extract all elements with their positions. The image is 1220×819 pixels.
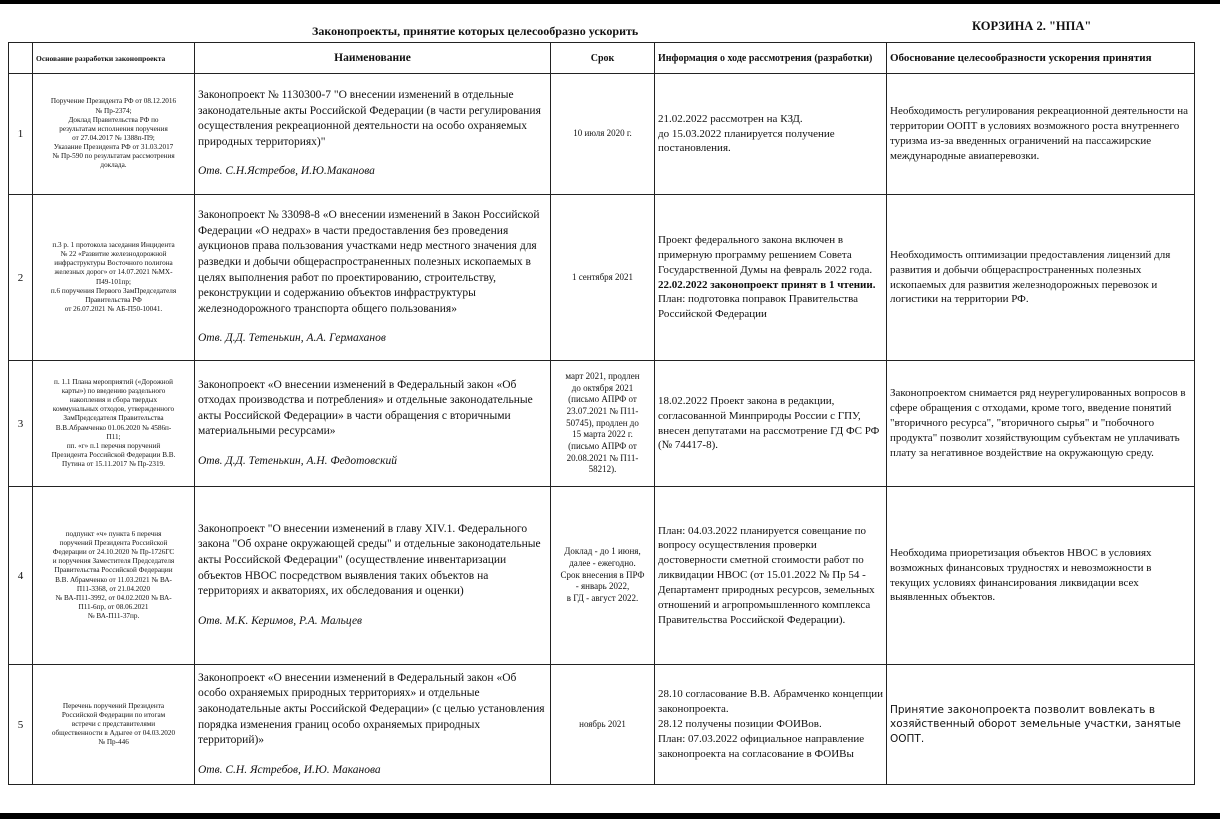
header-justification: Обоснование целесообразности ускорения принятия — [887, 43, 1195, 74]
row-info-cell — [655, 195, 887, 361]
row-name-cell — [195, 361, 551, 487]
responsible-persons: Отв. С.Н.Ястребов, И.Ю.Маканова — [198, 165, 375, 178]
bill-title: Законопроект № 1130300-7 "О внесении изменений в отдельные законодательные акты Российской Федерации (в части регулирования осуществления рекреационной деятельности на особо охраняемых природных территориях)" — [198, 89, 541, 148]
row-basis: п.3 р. 1 протокола заседания Инцидента № 22 «Развитие железнодорожной инфраструктуры Восточного полигона железных дорог» от 14.07.2021 №МХ- П49-101пр; п.6 поручения Первого ЗамПредседателя Правительства РФ от 26.07.2021 № АБ-П50-10041. — [33, 195, 195, 361]
row-info-cell — [655, 665, 887, 785]
row-justification: Необходимость регулирования рекреационной деятельности на территории ООПТ в условиях возможного роста внутреннего туризма из-за введенных ограничений на пассажирские международные авиаперевозки. — [887, 74, 1195, 195]
row-name-cell — [195, 74, 551, 195]
row-info-cell — [655, 74, 887, 195]
row-basis: подпункт «ч» пункта 6 перечня поручений Президента Российской Федерации от 24.10.2020 № Пр-1726ГС и поручения Заместителя Председателя Правительства Российской Федерации В.В. Абрамченко от 11.03.2021 № ВА- П11-3368, от 21.04.2020 № ВА-П11-3992, от 04.02.2020 № ВА- П11-6пр, от 08.06.2021 № ВА-П11-37пр. — [33, 487, 195, 665]
row-name-cell — [195, 487, 551, 665]
row-justification: Необходима приоретизация объектов НВОС в условиях возможных финансовых трудностях и невозможности в текущих условиях финансирования ликвидации всех выявленных объектов. — [887, 487, 1195, 665]
row-basis: Поручение Президента РФ от 08.12.2016 № Пр-2374; Доклад Правительства РФ по результатам исполнения поручения от 27.04.2017 № 1388п-П9; Указание Президента РФ от 31.03.2017 № Пр-590 по результатам рассмотрения доклада. — [33, 74, 195, 195]
table-row — [9, 487, 1195, 665]
responsible-persons: Отв. М.К. Керимов, Р.А. Мальцев — [198, 614, 363, 627]
row-justification: Законопроектом снимается ряд неурегулированных вопросов в сфере обращения с отходами, кроме того, введение понятий "вторичного ресурса", "вторичного сырья" и "побочного продукта" позволит хозяйствующим субъектам не уплачивать плату за негативное воздействие на окружающую среду. — [887, 361, 1195, 487]
header-num — [9, 43, 33, 74]
row-term: Доклад - до 1 июня, далее - ежегодно. Срок внесения в ПРФ - январь 2022, в ГД - август 2022. — [551, 487, 655, 665]
table-row — [9, 361, 1195, 487]
row-term: 1 сентября 2021 — [551, 195, 655, 361]
row-justification: Принятие законопроекта позволит вовлекать в хозяйственный оборот земельные участки, занятые ООПТ. — [887, 665, 1195, 785]
row-term: март 2021, продлен до октября 2021 (письмо АПРФ от 23.07.2021 № П11- 50745), продлен до 15 марта 2022 г. (письмо АПРФ от 20.08.2021 № П11- 58212). — [551, 361, 655, 487]
row-basis: Перечень поручений Президента Российской Федерации по итогам встречи с представителями общественности в Адыгее от 04.03.2020 № Пр-446 — [33, 665, 195, 785]
header-basis: Основание разработки законопроекта — [33, 43, 195, 74]
responsible-persons: Отв. С.Н. Ястребов, И.Ю. Маканова — [198, 763, 381, 776]
row-number: 4 — [9, 487, 33, 665]
responsible-persons: Отв. Д.Д. Тетенькин, А.Н. Федотовский — [198, 454, 397, 467]
row-info-cell — [655, 361, 887, 487]
row-term: ноябрь 2021 — [551, 665, 655, 785]
bill-title: Законопроект "О внесении изменений в главу XIV.1. Федерального закона "Об охране окружающей среды" и отдельные законодательные акты Российской Федерации" (осуществление инвентаризации объектов НВОС посредством выявления таких объектов на территориях и акваториях, их обследования и оценки) — [198, 522, 541, 598]
row-number: 3 — [9, 361, 33, 487]
top-border — [0, 0, 1220, 4]
row-name-cell — [195, 665, 551, 785]
bills-table — [8, 42, 1195, 785]
bottom-border — [0, 813, 1220, 819]
row-number: 5 — [9, 665, 33, 785]
basket-label: КОРЗИНА 2. "НПА" — [972, 19, 1092, 33]
info-text: План: 04.03.2022 планируется совещание по вопросу осуществления проверки достоверности сметной стоимости работ по ликвидации НВОС (от 15.01.2022 № Пр 54 - Департамент природных ресурсов, земельных отношений и агропромышленного комплекса Правительства Российской Федерации). — [658, 524, 875, 626]
row-number: 2 — [9, 195, 33, 361]
table-row — [9, 74, 1195, 195]
row-justification: Необходимость оптимизации предоставления лицензий для развития и добычи общераспространенных полезных ископаемых для развития железнодорожных перевозок и логистики на территории РФ. — [887, 195, 1195, 361]
bill-title: Законопроект «О внесении изменений в Федеральный закон «Об особо охраняемых природных территориях» и отдельные законодательные акты Российской Федерации» (с целью установления порядка изменения границ особо охраняемых природных территорий)» — [198, 671, 545, 747]
bill-title: Законопроект № 33098-8 «О внесении изменений в Закон Российской Федерации «О недрах» в части предоставления без проведения аукционов права пользования участками недр местного значения для разведки и добычи общераспространенных полезных ископаемых в целях выполнения работ по проектированию, строительству, реконструкции и содержанию объектов инфраструктуры железнодорожного транспорта общего пользования» — [198, 209, 540, 315]
row-info-cell — [655, 487, 887, 665]
header-info: Информация о ходе рассмотрения (разработки) — [655, 43, 887, 74]
responsible-persons: Отв. Д.Д. Тетенькин, А.А. Гермаханов — [198, 332, 386, 345]
info-plan: План: подготовка поправок Правительства Российской Федерации — [658, 293, 859, 321]
document-title: Законопроекты, принятие которых целесообразно ускорить — [312, 24, 639, 38]
bill-title: Законопроект «О внесении изменений в Федеральный закон «Об отходах производства и потребления» и отдельные законодательные акты Российской Федерации» в части обращения с вторичными материальными ресурсами» — [198, 378, 533, 438]
row-basis: п. 1.1 Плана мероприятий («Дорожной карты») по введению раздельного накопления и сбора твердых коммунальных отходов, утвержденного ЗамПредседателя Правительства В.В.Абрамченко 01.06.2020 № 4586п- П11; пп. «г» п.1 перечня поручений Президента Российской Федерации В.В. Путина от 15.11.2017 № Пр-2319. — [33, 361, 195, 487]
info-text: 21.02.2022 рассмотрен на КЗД. до 15.03.2022 планируется получение постановления. — [658, 112, 835, 155]
table-row — [9, 195, 1195, 361]
row-number: 1 — [9, 74, 33, 195]
info-text: 18.02.2022 Проект закона в редакции, согласованной Минприроды России с ГПУ, внесен депутатами на рассмотрение ГД ФС РФ (№ 74417-8). — [658, 394, 880, 452]
table-row — [9, 665, 1195, 785]
info-highlight: 22.02.2022 законопроект принят в 1 чтении. — [658, 278, 876, 291]
info-text: Проект федерального закона включен в примерную программу решением Совета Государственной Думы на февраль 2022 года. — [658, 233, 873, 276]
info-text: 28.10 согласование В.В. Абрамченко концепции законопроекта. 28.12 получены позиции ФОИВов. План: 07.03.2022 официальное направление законопроекта на согласование в ФОИВы — [658, 688, 884, 760]
header-name: Наименование — [195, 43, 551, 74]
table-header-row — [9, 43, 1195, 74]
row-name-cell — [195, 195, 551, 361]
row-term: 10 июля 2020 г. — [551, 74, 655, 195]
header-term: Срок — [551, 43, 655, 74]
